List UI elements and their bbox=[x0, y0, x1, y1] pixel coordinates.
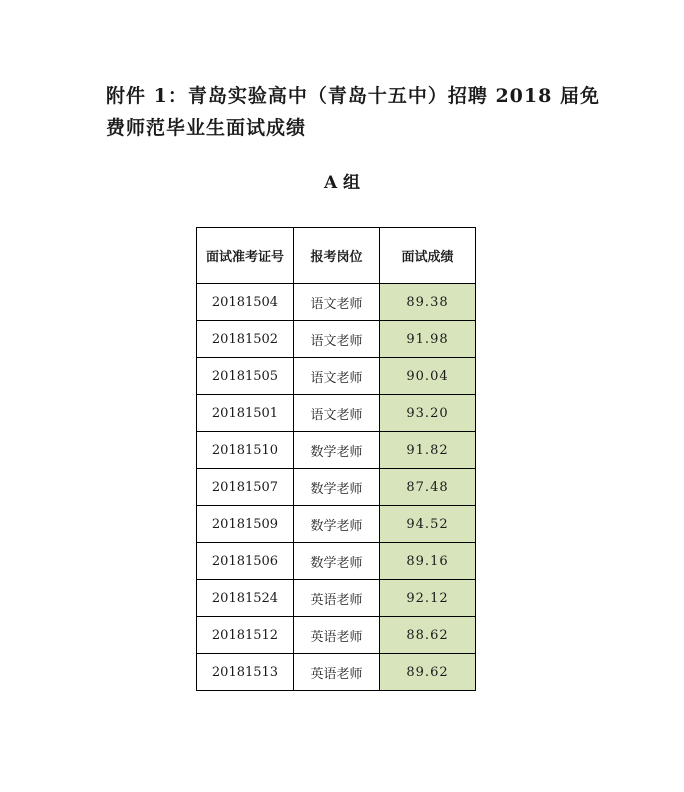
table-row bbox=[197, 358, 476, 395]
position-cell: 数学老师 bbox=[294, 432, 380, 469]
score-cell: 93.20 bbox=[380, 395, 476, 432]
score-cell: 90.04 bbox=[380, 358, 476, 395]
score-table bbox=[196, 227, 476, 691]
position-cell: 数学老师 bbox=[294, 543, 380, 580]
exam-id-cell: 20181513 bbox=[197, 654, 294, 691]
header-score: 面试成绩 bbox=[380, 228, 476, 284]
exam-id-cell: 20181502 bbox=[197, 321, 294, 358]
header-position: 报考岗位 bbox=[294, 228, 380, 284]
exam-id-cell: 20181507 bbox=[197, 469, 294, 506]
exam-id-cell: 20181524 bbox=[197, 580, 294, 617]
score-cell: 91.82 bbox=[380, 432, 476, 469]
position-cell: 数学老师 bbox=[294, 506, 380, 543]
exam-id-cell: 20181510 bbox=[197, 432, 294, 469]
score-cell: 87.48 bbox=[380, 469, 476, 506]
table-row bbox=[197, 469, 476, 506]
table-row bbox=[197, 284, 476, 321]
table-row bbox=[197, 506, 476, 543]
exam-id-cell: 20181506 bbox=[197, 543, 294, 580]
exam-id-cell: 20181509 bbox=[197, 506, 294, 543]
score-cell: 91.98 bbox=[380, 321, 476, 358]
score-cell: 89.38 bbox=[380, 284, 476, 321]
table-header-row bbox=[197, 228, 476, 284]
exam-id-cell: 20181504 bbox=[197, 284, 294, 321]
score-cell: 89.62 bbox=[380, 654, 476, 691]
position-cell: 英语老师 bbox=[294, 580, 380, 617]
score-cell: 89.16 bbox=[380, 543, 476, 580]
position-cell: 语文老师 bbox=[294, 358, 380, 395]
position-cell: 英语老师 bbox=[294, 617, 380, 654]
table-row bbox=[197, 395, 476, 432]
position-cell: 语文老师 bbox=[294, 321, 380, 358]
position-cell: 英语老师 bbox=[294, 654, 380, 691]
position-cell: 数学老师 bbox=[294, 469, 380, 506]
position-cell: 语文老师 bbox=[294, 284, 380, 321]
table-row bbox=[197, 617, 476, 654]
score-cell: 94.52 bbox=[380, 506, 476, 543]
exam-id-cell: 20181505 bbox=[197, 358, 294, 395]
exam-id-cell: 20181512 bbox=[197, 617, 294, 654]
table-row bbox=[197, 321, 476, 358]
exam-id-cell: 20181501 bbox=[197, 395, 294, 432]
table-row bbox=[197, 432, 476, 469]
group-title: A 组 bbox=[323, 173, 361, 193]
position-cell: 语文老师 bbox=[294, 395, 380, 432]
table-row bbox=[197, 543, 476, 580]
score-cell: 92.12 bbox=[380, 580, 476, 617]
document-title: 附件 1：青岛实验高中（青岛十五中）招聘 2018 届免费师范毕业生面试成绩 bbox=[106, 85, 600, 139]
table-row bbox=[197, 580, 476, 617]
header-exam-id: 面试准考证号 bbox=[197, 228, 294, 284]
table-row bbox=[197, 654, 476, 691]
score-cell: 88.62 bbox=[380, 617, 476, 654]
